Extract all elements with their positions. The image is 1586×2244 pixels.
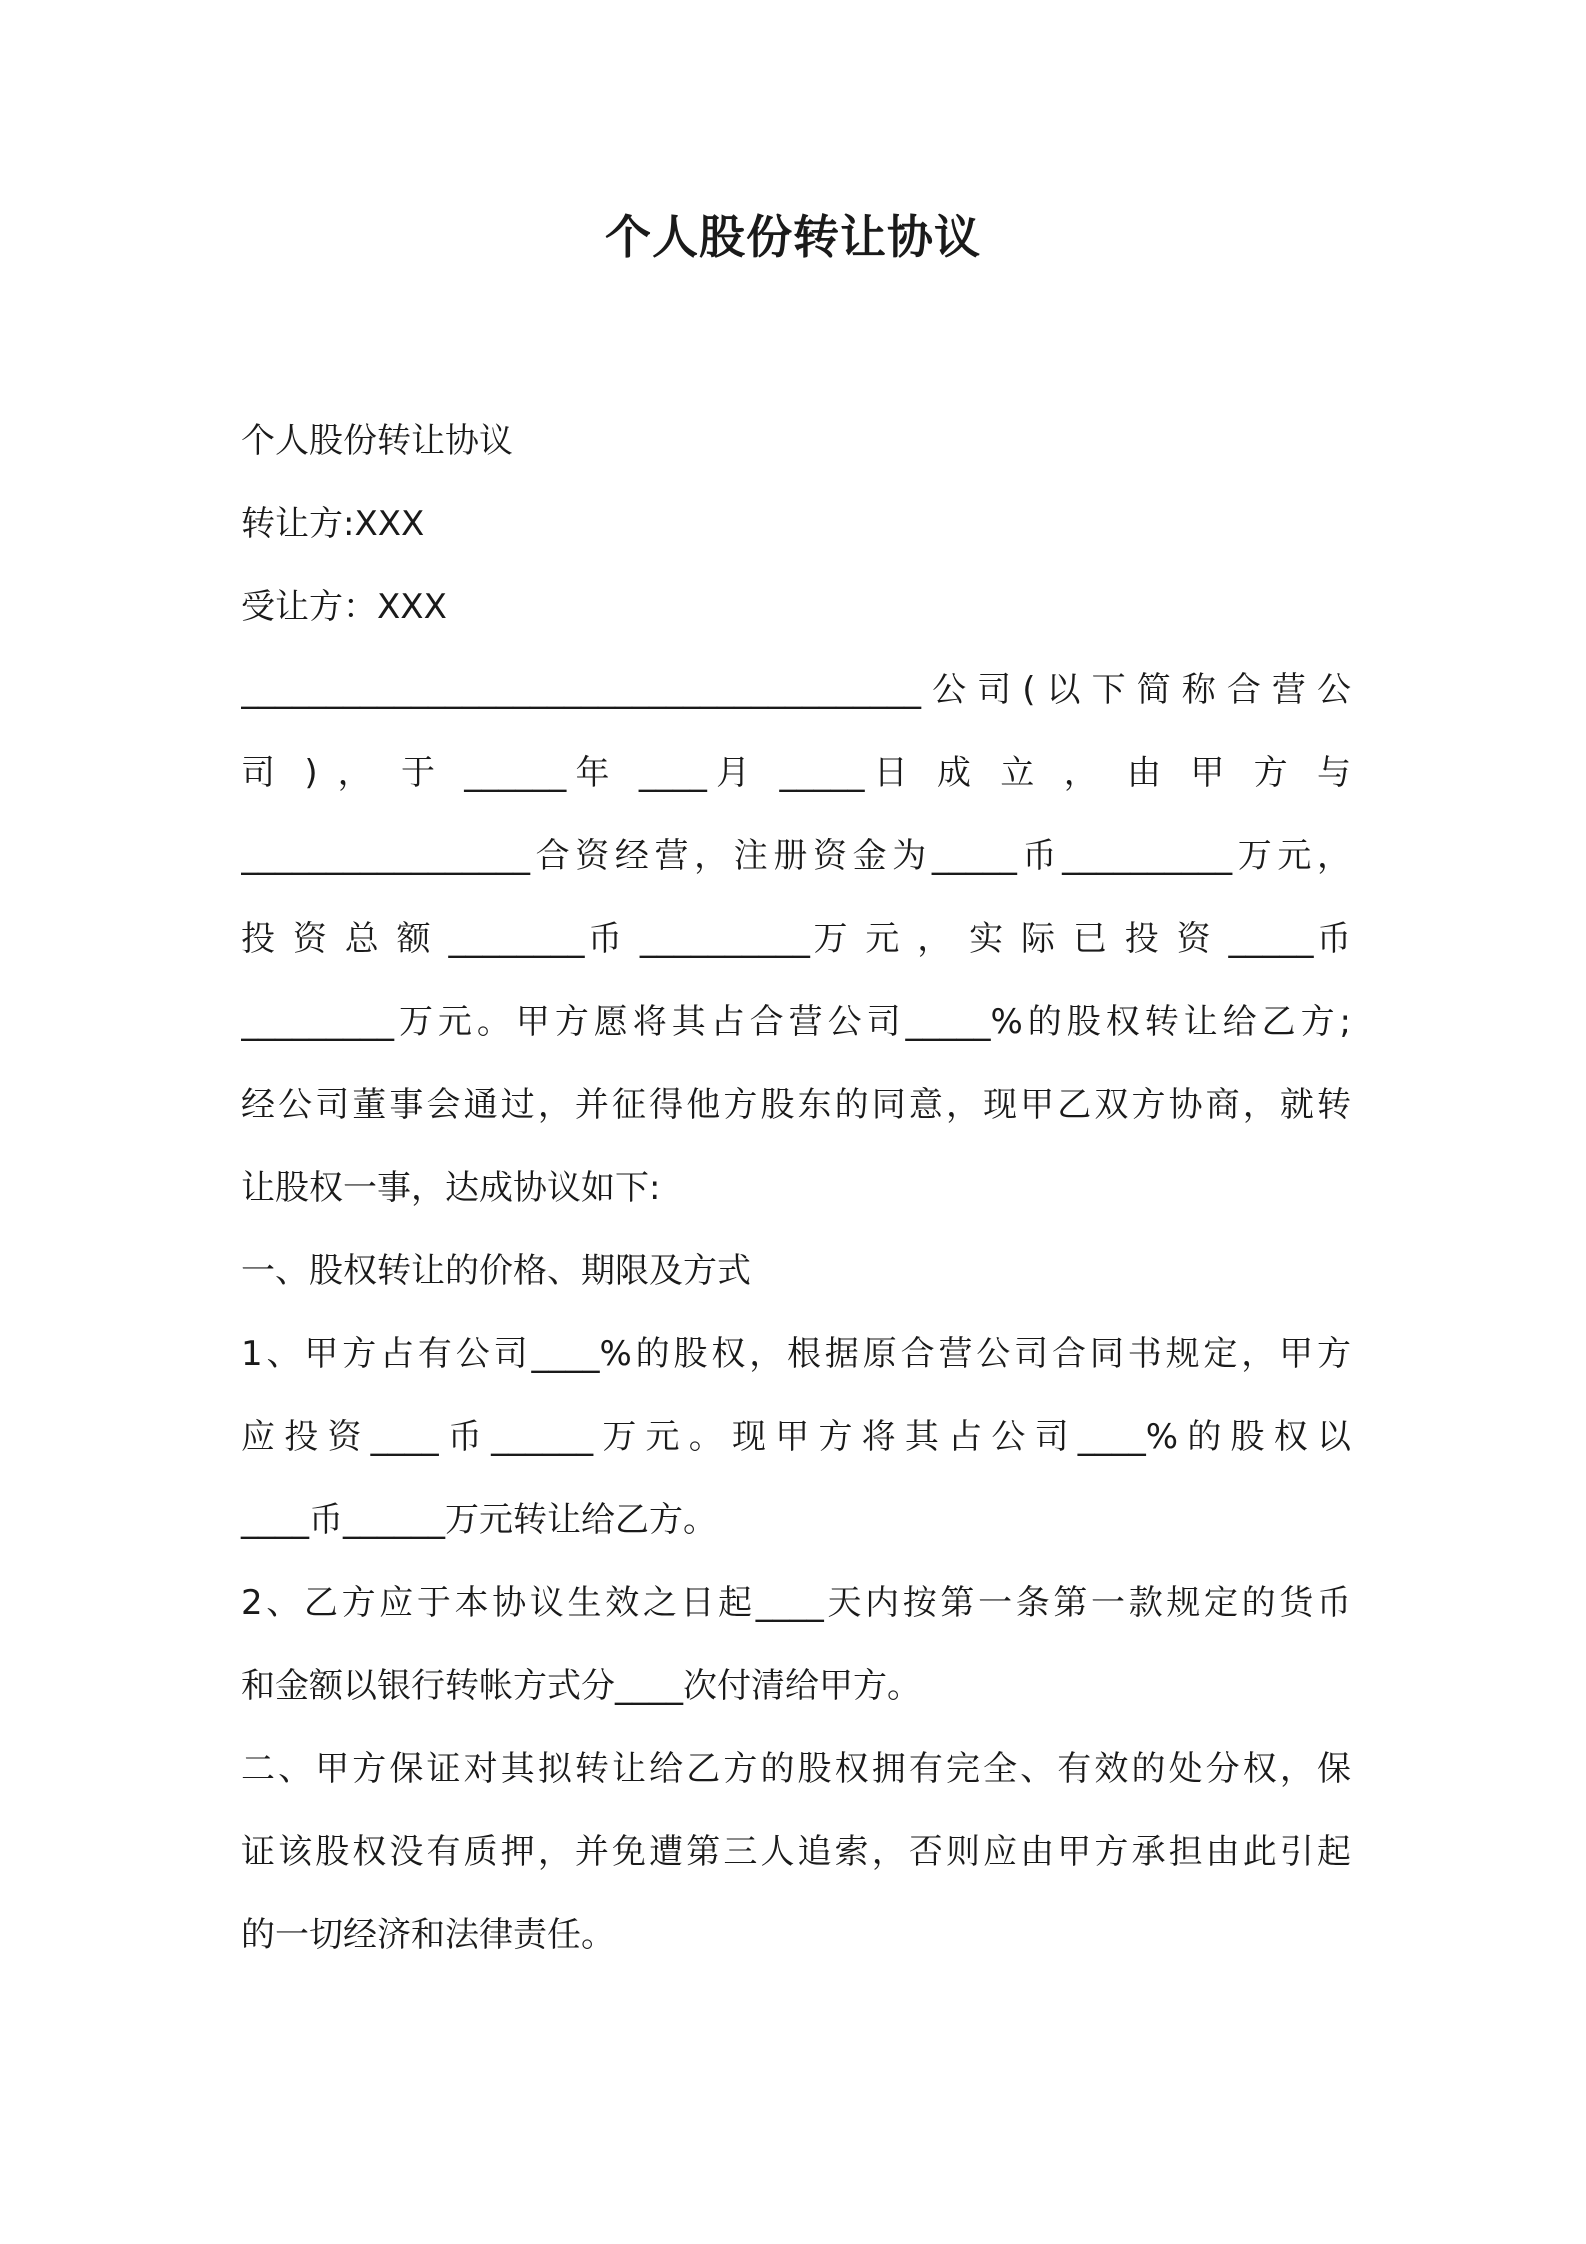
body-line: 经公司董事会通过，并征得他方股东的同意，现甲乙双方协商，就转	[241, 1085, 1351, 1125]
body-line: 让股权一事，达成协议如下:	[241, 1168, 661, 1208]
body-line: 二、甲方保证对其拟转让给乙方的股权拥有完全、有效的处分权，保	[241, 1749, 1351, 1789]
body-line: _________万元。甲方愿将其占合营公司_____%的股权转让给乙方;	[241, 1002, 1351, 1042]
body-line-transferee: 受让方：XXX	[241, 587, 447, 627]
body-line: ____币______万元转让给乙方。	[241, 1500, 717, 1540]
document-title: 个人股份转让协议	[605, 210, 981, 264]
body-line-subtitle: 个人股份转让协议	[241, 421, 513, 461]
body-line: 和金额以银行转帐方式分____次付清给甲方。	[241, 1666, 921, 1706]
section-heading: 一、股权转让的价格、期限及方式	[241, 1251, 751, 1291]
document-body	[241, 400, 1351, 1977]
body-line: _________________合资经营，注册资金为_____币__________万元，	[241, 836, 1351, 876]
body-line: 的一切经济和法律责任。	[241, 1915, 615, 1955]
body-line: 司 ) ， 于 ______年 ____月 _____日 成 立 ， 由 甲 方 与	[241, 753, 1351, 793]
body-line: ________________________________________公司(以下简称合营公	[241, 670, 1351, 710]
body-line: 投 资 总 额 ________币 __________万 元 ， 实 际 已 投 资 _____币	[241, 919, 1351, 959]
body-line: 证该股权没有质押，并免遭第三人追索，否则应由甲方承担由此引起	[241, 1832, 1351, 1872]
body-line-transferor: 转让方:XXX	[241, 504, 425, 544]
body-line: 应投资____币______万元。现甲方将其占公司____%的股权以	[241, 1417, 1351, 1457]
body-line: 2、乙方应于本协议生效之日起____天内按第一条第一款规定的货币	[241, 1583, 1351, 1623]
body-line: 1、甲方占有公司____%的股权，根据原合营公司合同书规定，甲方	[241, 1334, 1351, 1374]
